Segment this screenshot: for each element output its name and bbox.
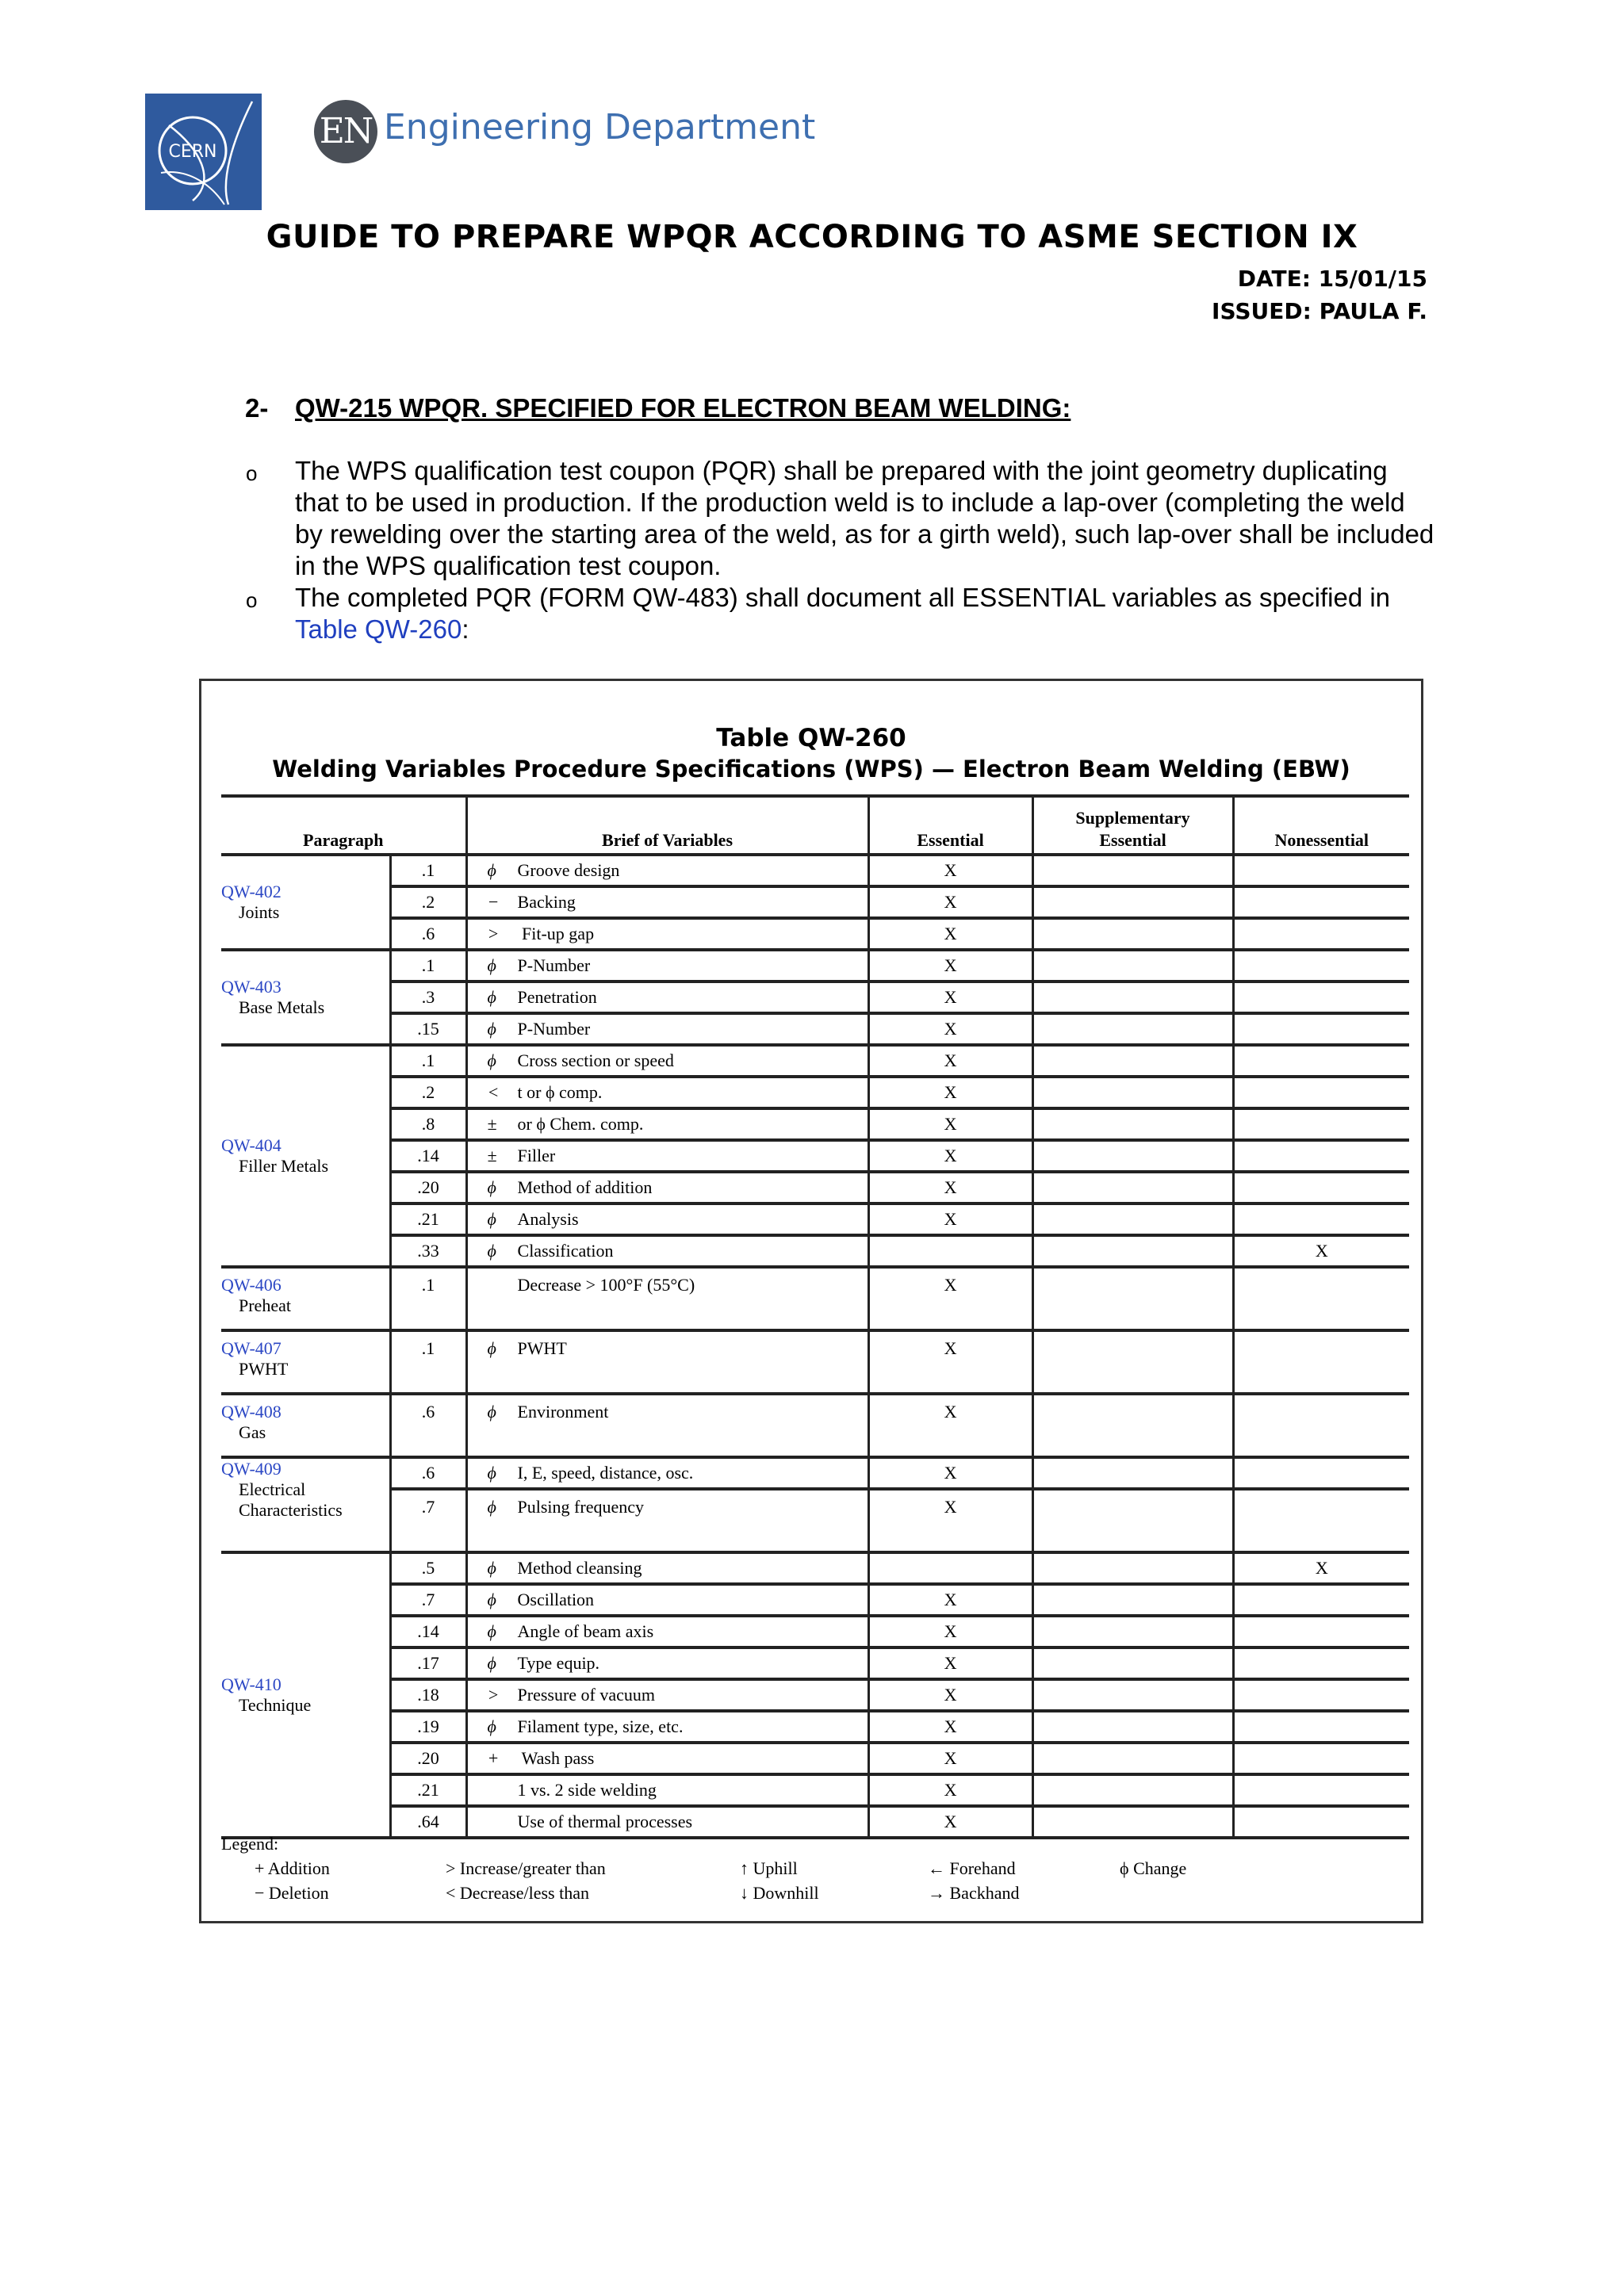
legend-title: Legend: bbox=[221, 1834, 279, 1854]
essential-cell: X bbox=[868, 1140, 1032, 1172]
svg-text:CERN: CERN bbox=[168, 142, 217, 162]
table-row bbox=[221, 1679, 1409, 1711]
essential-cell: X bbox=[868, 1172, 1032, 1203]
paragraph-group-cell bbox=[221, 1330, 390, 1394]
variable-cell bbox=[466, 1108, 868, 1140]
variable-symbol: < bbox=[487, 1082, 500, 1102]
variable-symbol: > bbox=[487, 1685, 500, 1705]
essential-cell: X bbox=[868, 1267, 1032, 1330]
nonessential-cell bbox=[1233, 1806, 1409, 1838]
table-row bbox=[221, 1330, 1409, 1394]
legend-addition: + Addition bbox=[255, 1858, 330, 1878]
variable-text: Method of addition bbox=[517, 1177, 653, 1197]
subparagraph-cell: .3 bbox=[390, 982, 466, 1013]
essential-cell: X bbox=[868, 1711, 1032, 1743]
essential-cell: X bbox=[868, 1743, 1032, 1774]
table-row bbox=[221, 1457, 1409, 1489]
nonessential-cell bbox=[1233, 1045, 1409, 1077]
variable-cell bbox=[466, 982, 868, 1013]
supplementary-cell bbox=[1032, 1679, 1233, 1711]
table-qw260-image bbox=[199, 679, 1423, 1923]
variable-text: Analysis bbox=[517, 1209, 579, 1229]
legend-backhand: → Backhand bbox=[928, 1883, 1020, 1903]
subparagraph-cell: .2 bbox=[390, 886, 466, 918]
essential-cell: X bbox=[868, 1616, 1032, 1647]
variable-cell bbox=[466, 1140, 868, 1172]
variable-cell bbox=[466, 1743, 868, 1774]
variable-cell bbox=[466, 1679, 868, 1711]
variable-symbol: ϕ bbox=[487, 955, 496, 975]
essential-cell: X bbox=[868, 886, 1032, 918]
paragraph-name: Preheat bbox=[239, 1295, 291, 1315]
table-row bbox=[221, 950, 1409, 982]
table-row bbox=[221, 982, 1409, 1013]
essential-cell bbox=[868, 1552, 1032, 1584]
essential-cell: X bbox=[868, 1806, 1032, 1838]
nonessential-cell bbox=[1233, 1330, 1409, 1394]
variable-symbol: ϕ bbox=[487, 1050, 496, 1070]
essential-cell: X bbox=[868, 1045, 1032, 1077]
variable-symbol: ϕ bbox=[487, 1590, 496, 1609]
variable-cell bbox=[466, 1806, 868, 1838]
supplementary-cell bbox=[1032, 918, 1233, 950]
supplementary-cell bbox=[1032, 1140, 1233, 1172]
subparagraph-cell: .20 bbox=[390, 1743, 466, 1774]
essential-cell: X bbox=[868, 982, 1032, 1013]
paragraph-group-cell bbox=[221, 1552, 390, 1838]
table-row bbox=[221, 1108, 1409, 1140]
legend-downhill: ↓ Downhill bbox=[740, 1883, 819, 1903]
subparagraph-cell: .18 bbox=[390, 1679, 466, 1711]
supplementary-cell bbox=[1032, 1774, 1233, 1806]
header-supplementary-essential bbox=[1032, 796, 1233, 855]
subparagraph-cell: .1 bbox=[390, 855, 466, 886]
nonessential-cell bbox=[1233, 1267, 1409, 1330]
supplementary-cell bbox=[1032, 1077, 1233, 1108]
variable-symbol: ϕ bbox=[487, 1402, 496, 1422]
table-row bbox=[221, 1045, 1409, 1077]
variable-cell bbox=[466, 950, 868, 982]
legend-forehand: ← Forehand bbox=[928, 1858, 1016, 1878]
supplementary-cell bbox=[1032, 855, 1233, 886]
table-row bbox=[221, 1552, 1409, 1584]
subparagraph-cell: .64 bbox=[390, 1806, 466, 1838]
variable-text: Wash pass bbox=[517, 1748, 595, 1768]
table-row bbox=[221, 1140, 1409, 1172]
header-paragraph: Paragraph bbox=[221, 796, 466, 855]
paragraph-code: QW-409 bbox=[221, 1459, 282, 1479]
nonessential-cell bbox=[1233, 1140, 1409, 1172]
nonessential-cell bbox=[1233, 1203, 1409, 1235]
supplementary-cell bbox=[1032, 1108, 1233, 1140]
supplementary-cell bbox=[1032, 1457, 1233, 1489]
nonessential-cell bbox=[1233, 1679, 1409, 1711]
table-subcaption: Welding Variables Procedure Specifications (WPS) — Electron Beam Welding (EBW) bbox=[272, 756, 1350, 783]
paragraph-2-text: The completed PQR (FORM QW-483) shall document all ESSENTIAL variables as specified in bbox=[295, 583, 1391, 612]
subparagraph-cell: .6 bbox=[390, 1394, 466, 1457]
subparagraph-cell: .17 bbox=[390, 1647, 466, 1679]
subparagraph-cell: .1 bbox=[390, 1267, 466, 1330]
essential-cell: X bbox=[868, 1457, 1032, 1489]
variable-text: Pressure of vacuum bbox=[517, 1685, 656, 1705]
variable-symbol: ϕ bbox=[487, 1558, 496, 1578]
variable-symbol: ϕ bbox=[487, 1497, 496, 1517]
supplementary-cell bbox=[1032, 1203, 1233, 1235]
supplementary-cell bbox=[1032, 1013, 1233, 1045]
department-name: Engineering Department bbox=[384, 107, 816, 147]
essential-cell bbox=[868, 1235, 1032, 1267]
variable-cell bbox=[466, 1584, 868, 1616]
variable-cell bbox=[466, 1172, 868, 1203]
nonessential-cell: X bbox=[1233, 1552, 1409, 1584]
variable-text: t or ϕ comp. bbox=[517, 1082, 603, 1102]
bullet-marker: o bbox=[246, 461, 258, 485]
essential-cell: X bbox=[868, 1647, 1032, 1679]
table-row bbox=[221, 1616, 1409, 1647]
nonessential-cell: X bbox=[1233, 1235, 1409, 1267]
legend-uphill: ↑ Uphill bbox=[740, 1858, 798, 1878]
variable-cell bbox=[466, 855, 868, 886]
paragraph-name: PWHT bbox=[239, 1359, 289, 1379]
variable-text: Filament type, size, etc. bbox=[517, 1716, 684, 1736]
subparagraph-cell: .1 bbox=[390, 950, 466, 982]
supplementary-cell bbox=[1032, 982, 1233, 1013]
variable-text: Decrease > 100°F (55°C) bbox=[517, 1275, 695, 1295]
legend-deletion: − Deletion bbox=[255, 1883, 329, 1903]
table-row bbox=[221, 855, 1409, 886]
document-issuer: ISSUED: PAULA F. bbox=[1212, 298, 1427, 324]
table-row bbox=[221, 1806, 1409, 1838]
nonessential-cell bbox=[1233, 1743, 1409, 1774]
supplementary-cell bbox=[1032, 1235, 1233, 1267]
essential-cell: X bbox=[868, 1394, 1032, 1457]
variable-cell bbox=[466, 1489, 868, 1552]
essential-cell: X bbox=[868, 1203, 1032, 1235]
section-title: QW-215 WPQR. SPECIFIED FOR ELECTRON BEAM WELDING: bbox=[295, 393, 1071, 423]
paragraph-group-cell bbox=[221, 1267, 390, 1330]
variable-cell bbox=[466, 1394, 868, 1457]
paragraph-code: QW-403 bbox=[221, 977, 282, 997]
legend-increase: > Increase/greater than bbox=[446, 1858, 606, 1878]
paragraph-code: QW-404 bbox=[221, 1135, 282, 1155]
supplementary-cell bbox=[1032, 886, 1233, 918]
paragraph-name: Technique bbox=[239, 1695, 312, 1715]
subparagraph-cell: .14 bbox=[390, 1616, 466, 1647]
en-logo-badge: EN bbox=[314, 100, 377, 163]
subparagraph-cell: .20 bbox=[390, 1172, 466, 1203]
essential-cell: X bbox=[868, 1013, 1032, 1045]
variable-cell bbox=[466, 1203, 868, 1235]
variable-text: P-Number bbox=[517, 955, 591, 975]
variable-cell bbox=[466, 1552, 868, 1584]
cern-logo bbox=[145, 94, 262, 210]
table-header-row bbox=[221, 796, 1409, 855]
header-nonessential: Nonessential bbox=[1233, 796, 1409, 855]
variable-symbol: ϕ bbox=[487, 860, 496, 880]
essential-cell: X bbox=[868, 1330, 1032, 1394]
variable-cell bbox=[466, 1711, 868, 1743]
variable-text: Type equip. bbox=[517, 1653, 600, 1673]
variable-symbol: ϕ bbox=[487, 1463, 496, 1483]
supplementary-cell bbox=[1032, 1711, 1233, 1743]
subparagraph-cell: .1 bbox=[390, 1330, 466, 1394]
table-row bbox=[221, 886, 1409, 918]
variable-text: Filler bbox=[517, 1146, 556, 1165]
nonessential-cell bbox=[1233, 1013, 1409, 1045]
essential-cell: X bbox=[868, 918, 1032, 950]
supplementary-cell bbox=[1032, 1616, 1233, 1647]
variable-symbol: + bbox=[487, 1748, 500, 1768]
variable-text: PWHT bbox=[517, 1338, 567, 1358]
paragraph-1: The WPS qualification test coupon (PQR) shall be prepared with the joint geometry duplicating that to be used in production. If the production weld is to include a lap-over (completing the weld by rewelding over the starting area of the weld, as for a girth weld), such lap-over shall be included in the WPS qualification test coupon. bbox=[295, 456, 1434, 580]
variable-symbol: ϕ bbox=[487, 1338, 496, 1358]
variable-cell bbox=[466, 1330, 868, 1394]
variable-text: Classification bbox=[517, 1241, 614, 1261]
essential-cell: X bbox=[868, 1774, 1032, 1806]
subparagraph-cell: .6 bbox=[390, 1457, 466, 1489]
essential-cell: X bbox=[868, 1584, 1032, 1616]
header-supplementary-line1: Supplementary bbox=[1075, 808, 1190, 828]
variable-cell bbox=[466, 1267, 868, 1330]
nonessential-cell bbox=[1233, 1457, 1409, 1489]
paragraph-code: QW-407 bbox=[221, 1338, 282, 1358]
nonessential-cell bbox=[1233, 1172, 1409, 1203]
variable-text: Backing bbox=[517, 892, 576, 912]
variable-symbol: ϕ bbox=[487, 1716, 496, 1736]
variable-text: Fit-up gap bbox=[517, 924, 595, 943]
paragraph-2-end: : bbox=[462, 614, 469, 644]
subparagraph-cell: .7 bbox=[390, 1489, 466, 1552]
variable-symbol: > bbox=[487, 924, 500, 943]
paragraph-name: Electrical Characteristics bbox=[239, 1479, 343, 1520]
variable-text: Angle of beam axis bbox=[517, 1621, 654, 1641]
variable-text: I, E, speed, distance, osc. bbox=[517, 1463, 694, 1483]
nonessential-cell bbox=[1233, 1774, 1409, 1806]
supplementary-cell bbox=[1032, 1647, 1233, 1679]
document-date: DATE: 15/01/15 bbox=[1237, 266, 1427, 292]
variable-cell bbox=[466, 1774, 868, 1806]
variable-cell bbox=[466, 918, 868, 950]
nonessential-cell bbox=[1233, 1108, 1409, 1140]
variable-text: 1 vs. 2 side welding bbox=[517, 1780, 657, 1800]
essential-cell: X bbox=[868, 950, 1032, 982]
table-body bbox=[221, 855, 1409, 1838]
variable-text: Cross section or speed bbox=[517, 1050, 674, 1070]
supplementary-cell bbox=[1032, 1806, 1233, 1838]
variable-symbol: ϕ bbox=[487, 1209, 496, 1229]
variable-symbol: ϕ bbox=[487, 987, 496, 1007]
variable-text: Method cleansing bbox=[517, 1558, 642, 1578]
subparagraph-cell: .5 bbox=[390, 1552, 466, 1584]
nonessential-cell bbox=[1233, 855, 1409, 886]
table-row bbox=[221, 1394, 1409, 1457]
subparagraph-cell: .14 bbox=[390, 1140, 466, 1172]
subparagraph-cell: .19 bbox=[390, 1711, 466, 1743]
table-row bbox=[221, 1267, 1409, 1330]
paragraph-group-cell bbox=[221, 1394, 390, 1457]
variable-cell bbox=[466, 1457, 868, 1489]
table-row bbox=[221, 1172, 1409, 1203]
subparagraph-cell: .8 bbox=[390, 1108, 466, 1140]
variable-cell bbox=[466, 1013, 868, 1045]
table-row bbox=[221, 1647, 1409, 1679]
table-row bbox=[221, 1203, 1409, 1235]
essential-cell: X bbox=[868, 1108, 1032, 1140]
variable-symbol: ± bbox=[487, 1114, 497, 1134]
variable-text: Environment bbox=[517, 1402, 609, 1422]
variable-symbol: ϕ bbox=[487, 1019, 496, 1039]
variable-symbol: ϕ bbox=[487, 1241, 496, 1261]
paragraph-group-cell bbox=[221, 1045, 390, 1267]
nonessential-cell bbox=[1233, 1616, 1409, 1647]
legend-change: ϕ Change bbox=[1120, 1858, 1187, 1878]
essential-cell: X bbox=[868, 1489, 1032, 1552]
header-essential: Essential bbox=[868, 796, 1032, 855]
variable-symbol: ϕ bbox=[487, 1621, 496, 1641]
variable-symbol: − bbox=[487, 892, 500, 912]
subparagraph-cell: .21 bbox=[390, 1203, 466, 1235]
paragraph-group-cell bbox=[221, 950, 390, 1045]
paragraph-name: Base Metals bbox=[239, 997, 325, 1017]
paragraph-2 bbox=[295, 582, 1437, 645]
supplementary-cell bbox=[1032, 1045, 1233, 1077]
variable-cell bbox=[466, 1647, 868, 1679]
subparagraph-cell: .15 bbox=[390, 1013, 466, 1045]
nonessential-cell bbox=[1233, 1394, 1409, 1457]
variable-text: P-Number bbox=[517, 1019, 591, 1039]
paragraph-name: Filler Metals bbox=[239, 1156, 329, 1176]
essential-cell: X bbox=[868, 855, 1032, 886]
header-supplementary-line2: Essential bbox=[1099, 830, 1166, 850]
table-qw260-link[interactable]: Table QW-260 bbox=[295, 614, 462, 644]
nonessential-cell bbox=[1233, 886, 1409, 918]
supplementary-cell bbox=[1032, 1330, 1233, 1394]
supplementary-cell bbox=[1032, 1743, 1233, 1774]
variable-text: or ϕ Chem. comp. bbox=[517, 1114, 644, 1134]
nonessential-cell bbox=[1233, 1647, 1409, 1679]
table-row bbox=[221, 1489, 1409, 1552]
paragraph-code: QW-406 bbox=[221, 1275, 282, 1295]
variable-cell bbox=[466, 1616, 868, 1647]
bullet-marker: o bbox=[246, 588, 258, 612]
subparagraph-cell: .21 bbox=[390, 1774, 466, 1806]
nonessential-cell bbox=[1233, 950, 1409, 982]
paragraph-code: QW-410 bbox=[221, 1674, 282, 1694]
table-caption: Table QW-260 bbox=[716, 724, 906, 752]
subparagraph-cell: .6 bbox=[390, 918, 466, 950]
supplementary-cell bbox=[1032, 1394, 1233, 1457]
variable-symbol: ϕ bbox=[487, 1653, 496, 1673]
paragraph-code: QW-408 bbox=[221, 1402, 282, 1422]
nonessential-cell bbox=[1233, 1077, 1409, 1108]
welding-variables-table bbox=[221, 794, 1409, 1839]
nonessential-cell bbox=[1233, 1489, 1409, 1552]
supplementary-cell bbox=[1032, 950, 1233, 982]
table-row bbox=[221, 1013, 1409, 1045]
nonessential-cell bbox=[1233, 982, 1409, 1013]
nonessential-cell bbox=[1233, 918, 1409, 950]
subparagraph-cell: .1 bbox=[390, 1045, 466, 1077]
table-row bbox=[221, 1774, 1409, 1806]
legend-decrease: < Decrease/less than bbox=[446, 1883, 589, 1903]
subparagraph-cell: .7 bbox=[390, 1584, 466, 1616]
essential-cell: X bbox=[868, 1077, 1032, 1108]
table-row bbox=[221, 1711, 1409, 1743]
variable-text: Pulsing frequency bbox=[517, 1497, 644, 1517]
table-row bbox=[221, 918, 1409, 950]
nonessential-cell bbox=[1233, 1711, 1409, 1743]
table-row bbox=[221, 1584, 1409, 1616]
table-row bbox=[221, 1743, 1409, 1774]
paragraph-name: Joints bbox=[239, 902, 280, 922]
paragraph-group-cell bbox=[221, 1457, 390, 1552]
paragraph-name: Gas bbox=[239, 1422, 266, 1442]
section-number: 2- bbox=[245, 393, 269, 423]
paragraph-code: QW-402 bbox=[221, 882, 282, 901]
supplementary-cell bbox=[1032, 1267, 1233, 1330]
header-brief-of-variables: Brief of Variables bbox=[466, 796, 868, 855]
supplementary-cell bbox=[1032, 1584, 1233, 1616]
table-row bbox=[221, 1077, 1409, 1108]
document-title: GUIDE TO PREPARE WPQR ACCORDING TO ASME SECTION IX bbox=[266, 219, 1358, 255]
supplementary-cell bbox=[1032, 1552, 1233, 1584]
variable-cell bbox=[466, 1235, 868, 1267]
variable-text: Oscillation bbox=[517, 1590, 595, 1609]
variable-cell bbox=[466, 1077, 868, 1108]
variable-text: Use of thermal processes bbox=[517, 1812, 693, 1831]
essential-cell: X bbox=[868, 1679, 1032, 1711]
supplementary-cell bbox=[1032, 1172, 1233, 1203]
supplementary-cell bbox=[1032, 1489, 1233, 1552]
subparagraph-cell: .33 bbox=[390, 1235, 466, 1267]
variable-cell bbox=[466, 886, 868, 918]
nonessential-cell bbox=[1233, 1584, 1409, 1616]
variable-text: Penetration bbox=[517, 987, 597, 1007]
variable-symbol: ± bbox=[487, 1146, 497, 1165]
variable-text: Groove design bbox=[517, 860, 620, 880]
variable-symbol: ϕ bbox=[487, 1177, 496, 1197]
variable-cell bbox=[466, 1045, 868, 1077]
paragraph-group-cell bbox=[221, 855, 390, 950]
subparagraph-cell: .2 bbox=[390, 1077, 466, 1108]
table-row bbox=[221, 1235, 1409, 1267]
